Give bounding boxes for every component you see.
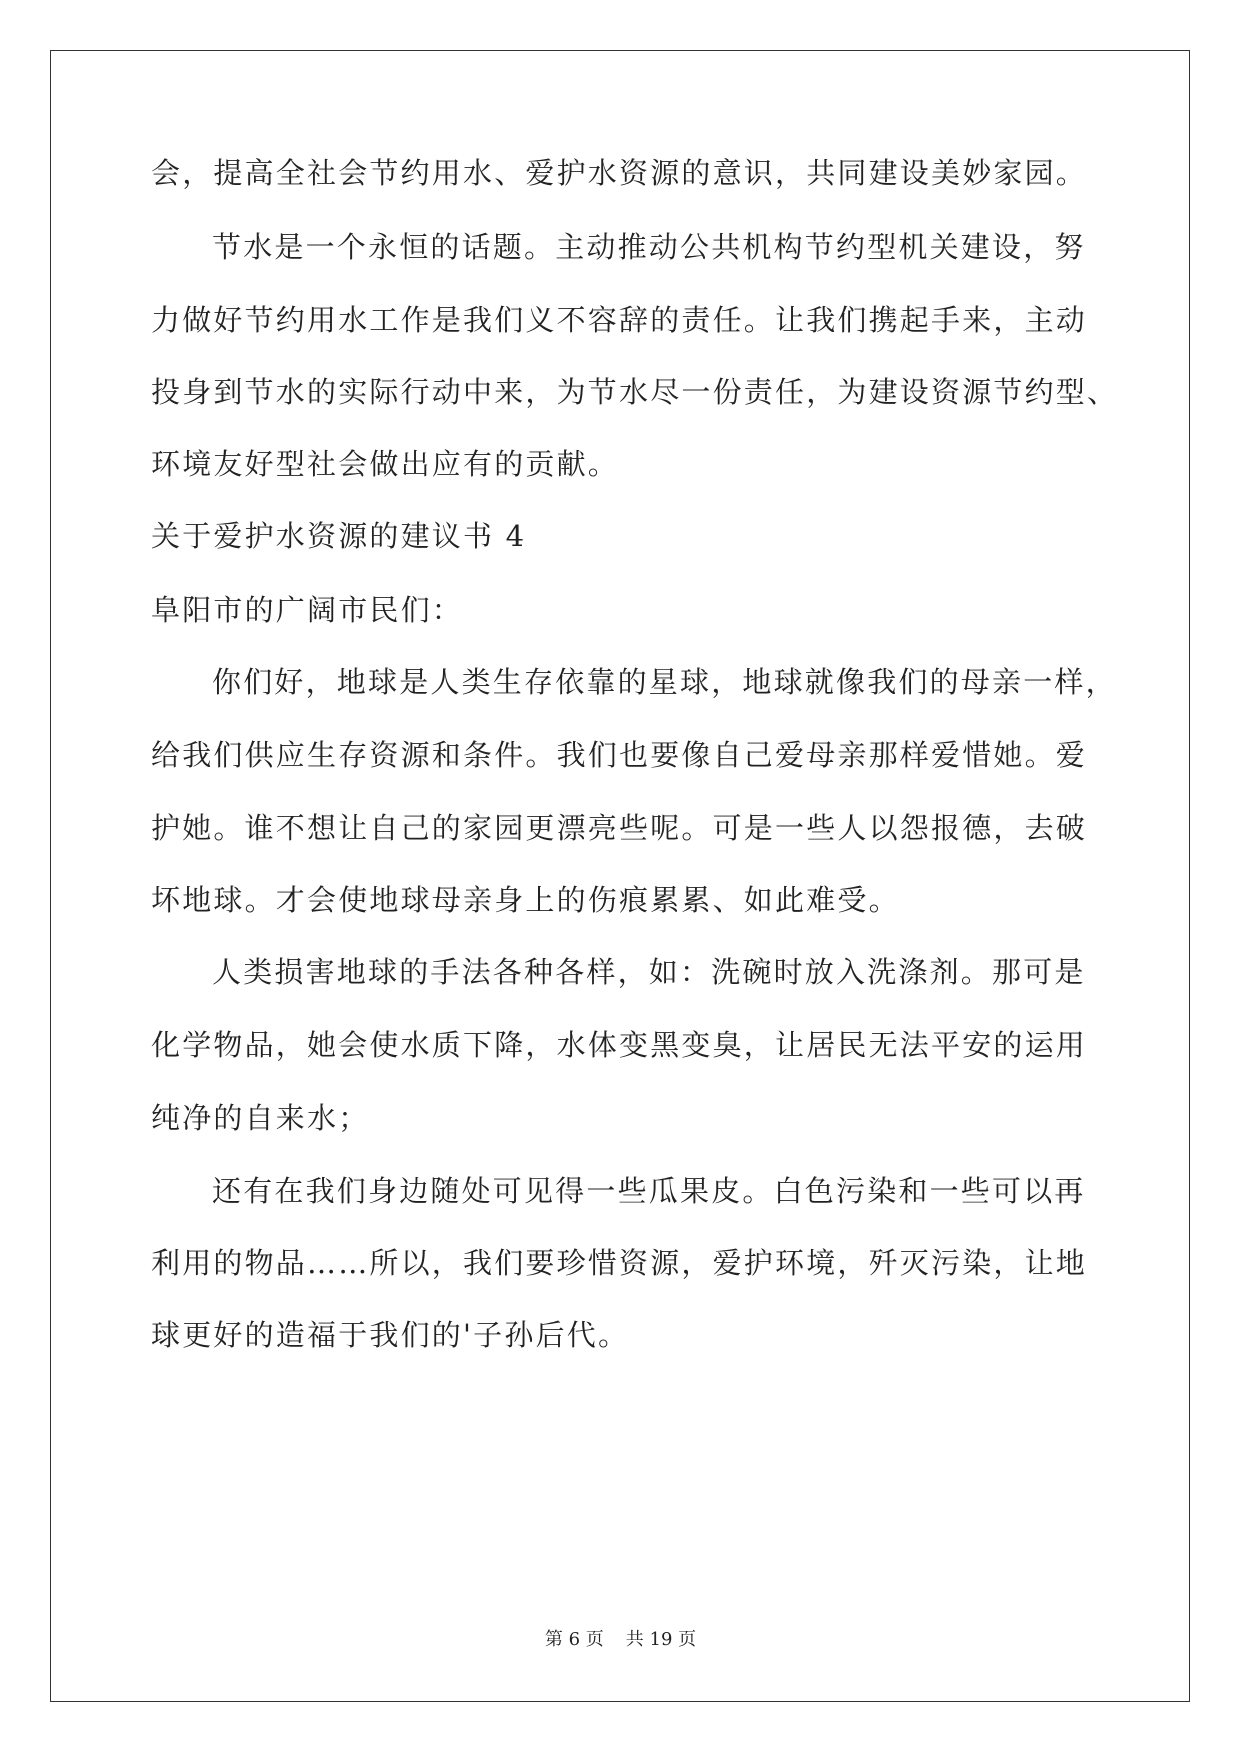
paragraph-line: 环境友好型社会做出应有的贡献。 [151, 447, 620, 481]
paragraph-line: 护她。谁不想让自己的家园更漂亮些呢。可是一些人以怨报德，去破 [151, 811, 1088, 845]
paragraph-line: 你们好，地球是人类生存依靠的星球，地球就像我们的母亲一样， [212, 665, 1117, 699]
page-footer [0, 1628, 1241, 1652]
page-border [50, 50, 1190, 1702]
paragraph-line: 化学物品，她会使水质下降，水体变黑变臭，让居民无法平安的运用 [151, 1028, 1088, 1062]
paragraph-line: 纯净的自来水； [151, 1101, 370, 1135]
paragraph-line: 还有在我们身边随处可见得一些瓜果皮。白色污染和一些可以再 [212, 1174, 1086, 1208]
page-total: 共 19 页 [625, 1629, 697, 1650]
page-number: 第 6 页 [544, 1629, 604, 1650]
paragraph-line: 利用的物品……所以，我们要珍惜资源，爱护环境，歼灭污染，让地 [151, 1246, 1088, 1280]
paragraph-line: 投身到节水的实际行动中来，为节水尽一份责任，为建设资源节约型、 [151, 375, 1119, 409]
paragraph-line: 球更好的造福于我们的'子孙后代。 [151, 1318, 630, 1352]
paragraph-line: 力做好节约用水工作是我们义不容辞的责任。让我们携起手来，主动 [151, 303, 1088, 337]
section-heading: 关于爱护水资源的建议书 4 [151, 519, 527, 553]
paragraph-line: 节水是一个永恒的话题。主动推动公共机构节约型机关建设，努 [212, 230, 1086, 264]
paragraph-line: 会，提高全社会节约用水、爱护水资源的意识，共同建设美妙家园。 [151, 156, 1088, 190]
paragraph-line: 给我们供应生存资源和条件。我们也要像自己爱母亲那样爱惜她。爱 [151, 738, 1088, 772]
salutation: 阜阳市的广阔市民们： [151, 593, 464, 627]
paragraph-line: 坏地球。才会使地球母亲身上的伤痕累累、如此难受。 [151, 883, 900, 917]
paragraph-line: 人类损害地球的手法各种各样，如：洗碗时放入洗涤剂。那可是 [212, 955, 1086, 989]
